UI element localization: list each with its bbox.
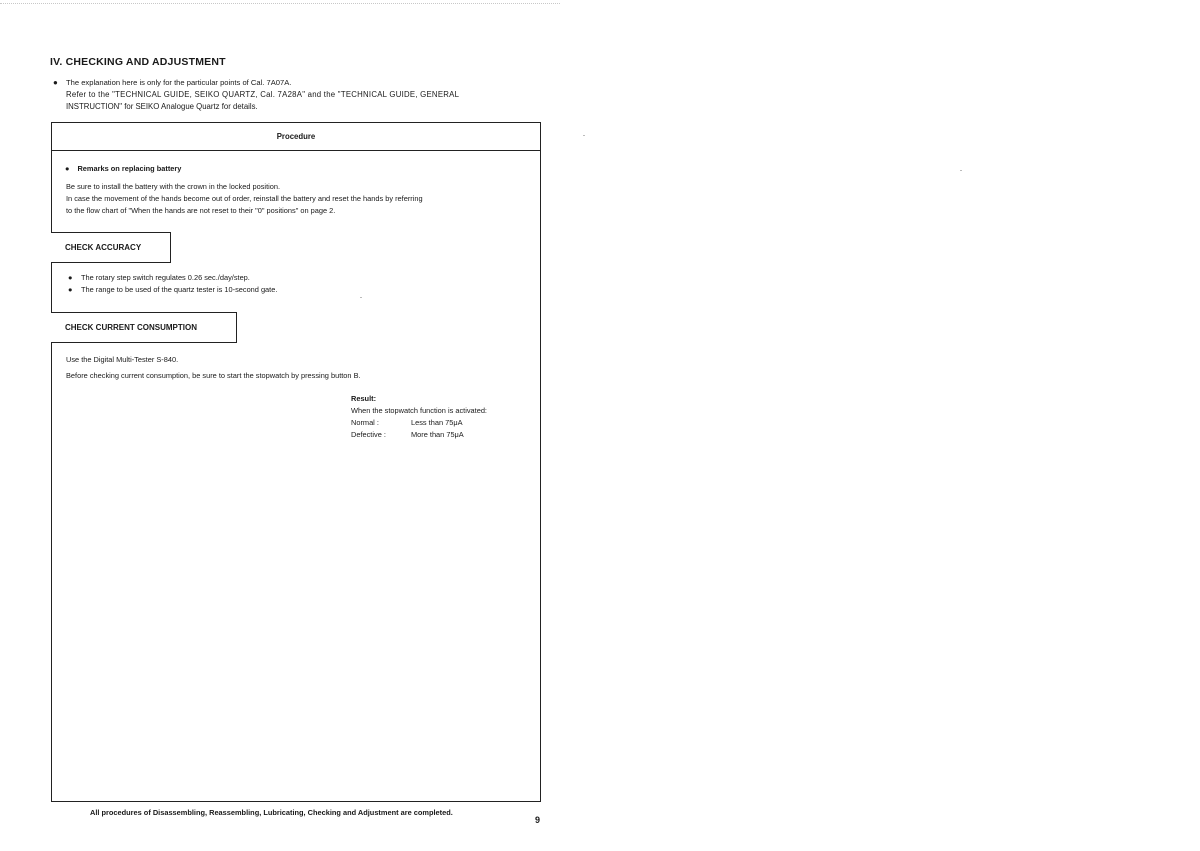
- scan-speck: [583, 135, 585, 136]
- procedure-box: [51, 122, 541, 802]
- check-current-heading: CHECK CURRENT CONSUMPTION: [51, 312, 237, 343]
- remarks-line-2: In case the movement of the hands become out of order, reinstall the battery and reset the hands by referring: [66, 194, 423, 203]
- result-heading: Result:: [351, 394, 377, 403]
- accuracy-list: [68, 272, 277, 296]
- scan-speck: [360, 297, 362, 298]
- list-item-text: The range to be used of the quartz tester is 10-second gate.: [81, 285, 278, 294]
- remarks-line-1: Be sure to install the battery with the crown in the locked position.: [66, 182, 281, 191]
- section-title: IV. CHECKING AND ADJUSTMENT: [50, 56, 226, 68]
- bullet-icon: ●: [68, 285, 73, 294]
- remarks-line-3: to the flow chart of "When the hands are not reset to their "0" positions" on page 2.: [66, 206, 336, 215]
- completion-note: All procedures of Disassembling, Reassembling, Lubricating, Checking and Adjustment are completed.: [90, 808, 453, 817]
- list-item-text: The rotary step switch regulates 0.26 sec./day/step.: [81, 273, 250, 282]
- page-number: 9: [535, 815, 541, 825]
- defective-label: Defective :: [351, 430, 386, 439]
- defective-value: More than 75μA: [411, 430, 464, 439]
- intro-line-1: The explanation here is only for the particular points of Cal. 7A07A.: [66, 78, 292, 87]
- list-item: [68, 284, 277, 296]
- result-condition: When the stopwatch function is activated:: [351, 406, 487, 415]
- remarks-title: Remarks on replacing battery: [77, 164, 182, 173]
- result-row-defective: [351, 429, 487, 441]
- intro-line-3: INSTRUCTION" for SEIKO Analogue Quartz for details.: [66, 102, 258, 111]
- bullet-icon: ●: [68, 273, 73, 282]
- remarks-text: [66, 181, 536, 217]
- normal-label: Normal :: [351, 418, 379, 427]
- scan-speck: [960, 170, 962, 171]
- current-line-2: Before checking current consumption, be sure to start the stopwatch by pressing button B.: [66, 371, 361, 380]
- scan-artifact-line: [0, 3, 560, 4]
- result-row-normal: [351, 417, 487, 429]
- procedure-header: Procedure: [52, 123, 540, 151]
- bullet-icon: ●: [65, 164, 70, 173]
- check-accuracy-heading: CHECK ACCURACY: [51, 232, 171, 263]
- intro-line-2: Refer to the "TECHNICAL GUIDE, SEIKO QUARTZ, Cal. 7A28A" and the "TECHNICAL GUIDE, GENERAL: [66, 90, 460, 99]
- normal-value: Less than 75μA: [411, 418, 463, 427]
- list-item: [68, 272, 277, 284]
- current-text: [66, 354, 361, 382]
- result-block: [351, 393, 487, 441]
- current-line-1: Use the Digital Multi-Tester S-840.: [66, 355, 179, 364]
- bullet-icon: ●: [53, 78, 58, 87]
- remarks-heading: [65, 164, 181, 173]
